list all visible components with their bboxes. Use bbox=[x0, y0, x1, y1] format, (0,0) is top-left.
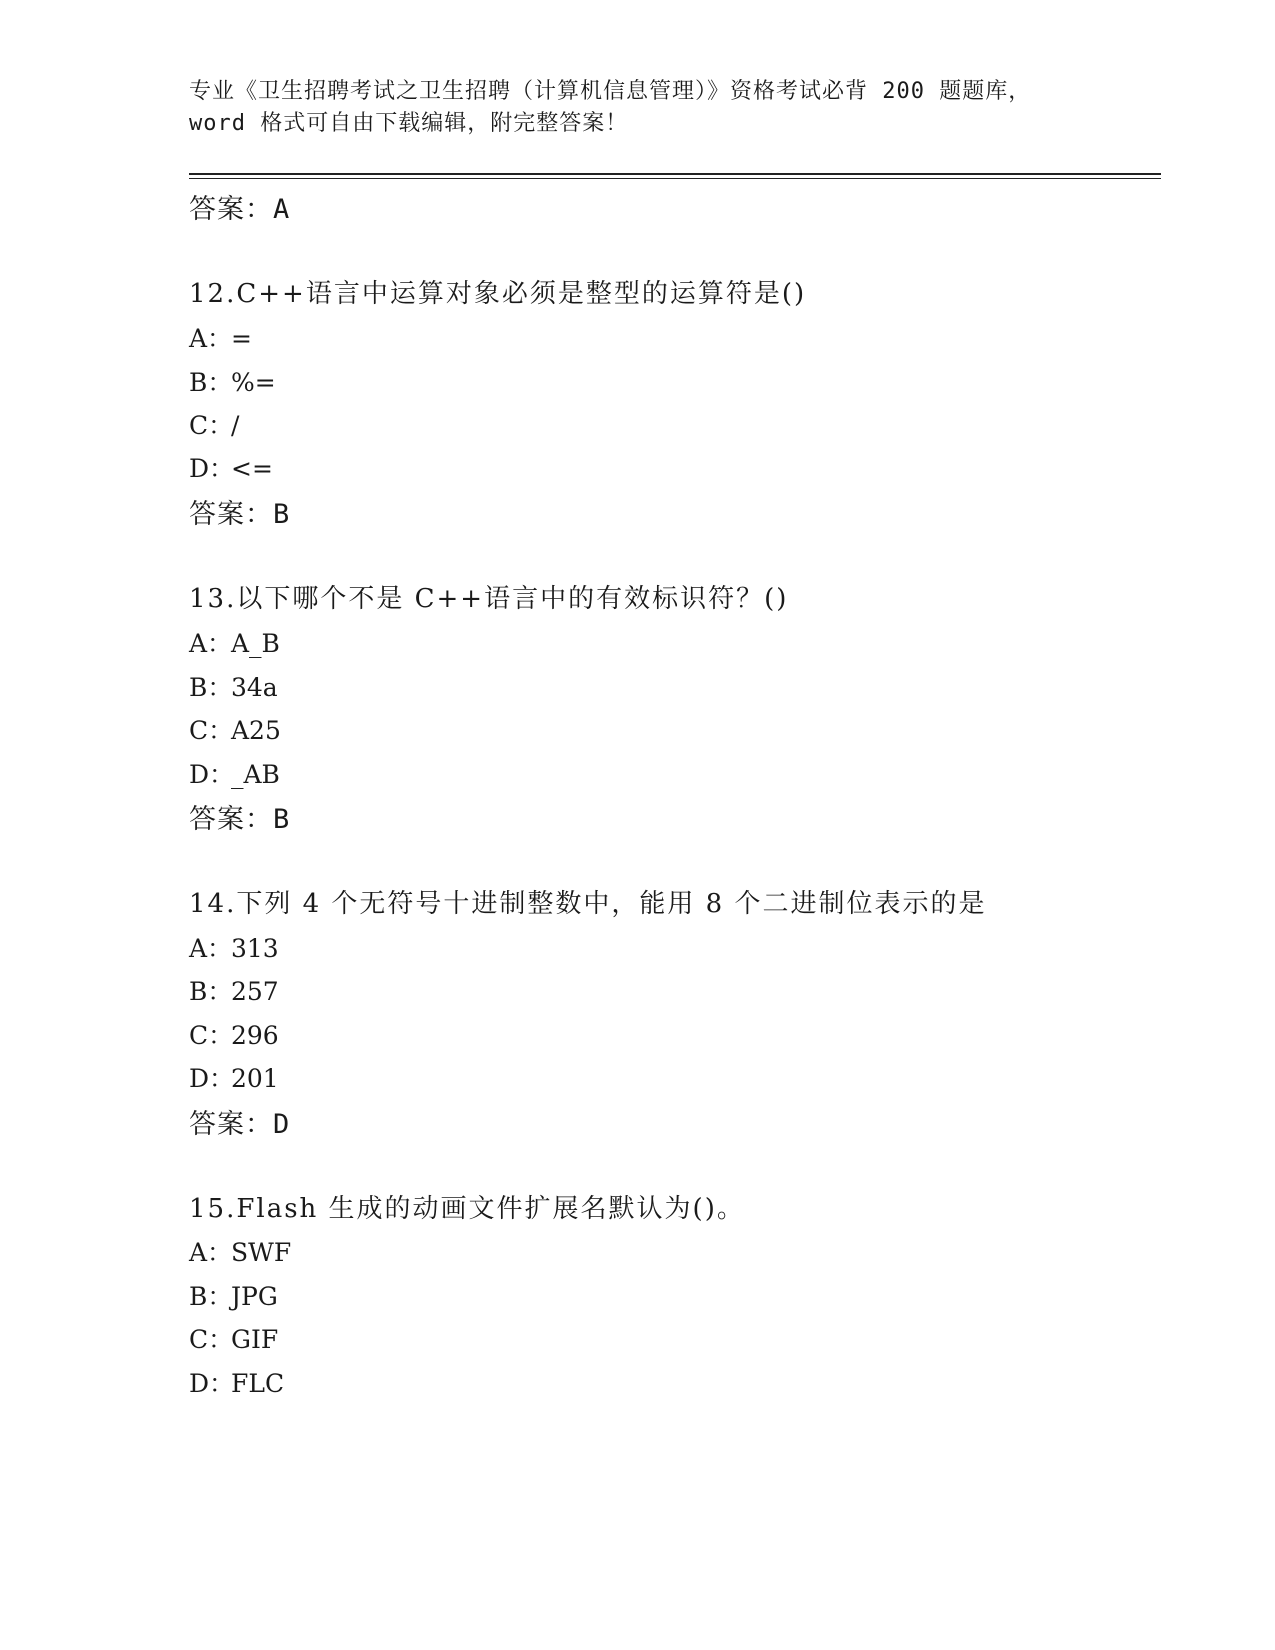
option-key: B： bbox=[189, 673, 233, 702]
option-key: B： bbox=[189, 368, 233, 397]
option-key: C： bbox=[189, 1325, 234, 1354]
question-15-title: 15.Flash 生成的动画文件扩展名默认为()。 bbox=[189, 1194, 745, 1224]
option-text: 257 bbox=[231, 977, 279, 1006]
option-key: C： bbox=[189, 716, 234, 745]
question-13-option-d bbox=[189, 755, 280, 791]
option-key: D： bbox=[189, 1369, 235, 1398]
option-key: A： bbox=[189, 1238, 233, 1267]
question-15-option-d bbox=[189, 1364, 284, 1400]
question-13-option-b bbox=[189, 668, 278, 704]
option-text: A_B bbox=[231, 629, 280, 658]
option-text: 296 bbox=[231, 1021, 279, 1050]
option-text: JPG bbox=[231, 1282, 278, 1311]
option-text: <= bbox=[231, 454, 273, 483]
question-14-answer: 答案：D bbox=[189, 1109, 291, 1140]
header-divider-bottom bbox=[189, 178, 1161, 179]
header-divider-top bbox=[189, 173, 1161, 175]
option-text: 201 bbox=[231, 1064, 279, 1093]
header-line-2: word 格式可自由下载编辑，附完整答案！ bbox=[189, 111, 629, 136]
question-15-option-c bbox=[189, 1320, 278, 1356]
option-key: D： bbox=[189, 760, 235, 789]
option-text: %= bbox=[231, 368, 276, 397]
option-key: D： bbox=[189, 454, 235, 483]
option-text: _AB bbox=[231, 760, 280, 789]
question-12-answer: 答案：B bbox=[189, 499, 291, 530]
answer-top: 答案：A bbox=[189, 194, 291, 225]
question-12-title: 12.C++语言中运算对象必须是整型的运算符是() bbox=[189, 279, 807, 309]
option-text: 313 bbox=[231, 934, 279, 963]
question-14-option-a bbox=[189, 929, 279, 965]
option-key: B： bbox=[189, 1282, 233, 1311]
question-14-title: 14.下列 4 个无符号十进制整数中，能用 8 个二进制位表示的是 bbox=[189, 889, 987, 919]
question-13-option-a bbox=[189, 624, 280, 660]
option-text: 34a bbox=[231, 673, 278, 702]
question-13-answer: 答案：B bbox=[189, 804, 291, 835]
option-key: C： bbox=[189, 411, 234, 440]
option-key: A： bbox=[189, 934, 233, 963]
option-key: A： bbox=[189, 629, 233, 658]
option-key: A： bbox=[189, 324, 233, 353]
option-text: A25 bbox=[231, 716, 281, 745]
option-text: / bbox=[231, 411, 240, 440]
option-key: D： bbox=[189, 1064, 235, 1093]
question-14-option-b bbox=[189, 972, 279, 1008]
option-text: FLC bbox=[231, 1369, 285, 1398]
question-12-option-c bbox=[189, 406, 239, 442]
question-12-option-d bbox=[189, 449, 273, 485]
question-12-option-a bbox=[189, 319, 252, 355]
question-15-option-b bbox=[189, 1277, 278, 1313]
question-14-option-d bbox=[189, 1059, 279, 1095]
question-14-option-c bbox=[189, 1016, 279, 1052]
question-15-option-a bbox=[189, 1233, 291, 1269]
option-text: = bbox=[231, 324, 252, 353]
option-text: SWF bbox=[231, 1238, 292, 1267]
option-key: C： bbox=[189, 1021, 234, 1050]
option-text: GIF bbox=[231, 1325, 279, 1354]
header-line-1: 专业《卫生招聘考试之卫生招聘（计算机信息管理）》资格考试必背 200 题题库， bbox=[189, 79, 1032, 104]
question-13-title: 13.以下哪个不是 C++语言中的有效标识符？() bbox=[189, 584, 789, 614]
option-key: B： bbox=[189, 977, 233, 1006]
question-13-option-c bbox=[189, 711, 281, 747]
question-12-option-b bbox=[189, 363, 276, 399]
